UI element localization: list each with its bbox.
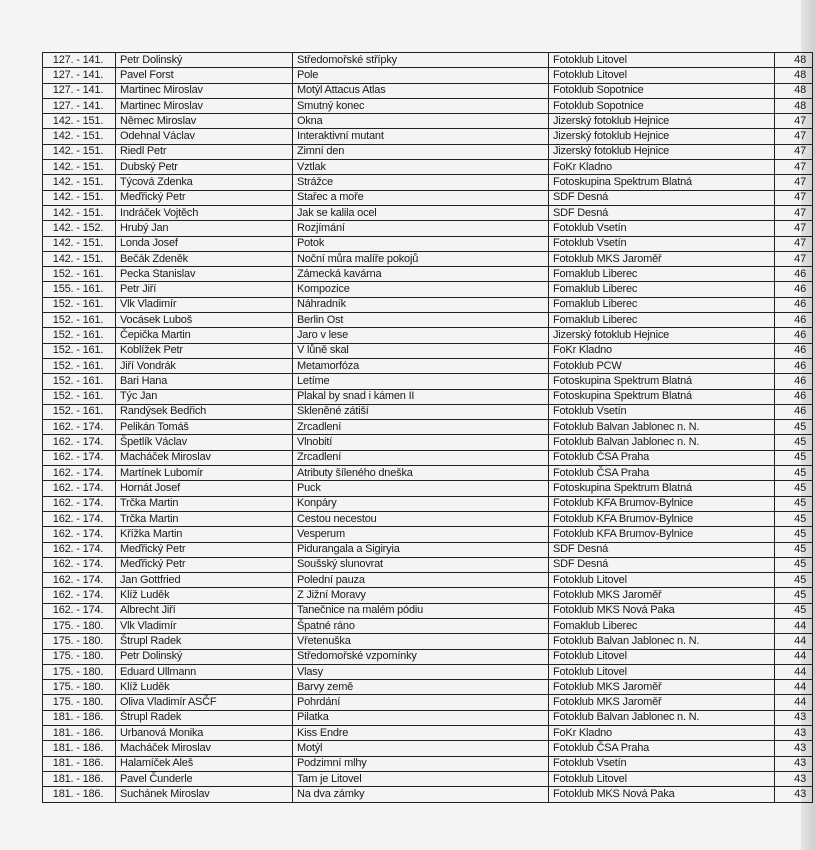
club-cell: Fotoklub MKS Nová Paka — [549, 603, 775, 618]
author-cell: Vlk Vladimír — [116, 297, 293, 312]
results-table-body — [43, 53, 813, 803]
photo-title-cell: Špatné ráno — [293, 618, 549, 633]
rank-cell: 175. - 180. — [43, 664, 116, 679]
score-cell: 47 — [775, 190, 813, 205]
table-row — [43, 466, 813, 481]
table-row — [43, 481, 813, 496]
club-cell: Fotoklub MKS Jaroměř — [549, 680, 775, 695]
score-cell: 48 — [775, 53, 813, 68]
club-cell: Fotoklub Litovel — [549, 771, 775, 786]
club-cell: Fotoklub KFA Brumov-Bylnice — [549, 527, 775, 542]
score-cell: 47 — [775, 160, 813, 175]
rank-cell: 152. - 161. — [43, 267, 116, 282]
photo-title-cell: Okna — [293, 114, 549, 129]
score-cell: 47 — [775, 144, 813, 159]
table-row — [43, 756, 813, 771]
table-row — [43, 129, 813, 144]
club-cell: Fomaklub Liberec — [549, 297, 775, 312]
score-cell: 43 — [775, 787, 813, 802]
rank-cell: 142. - 151. — [43, 251, 116, 266]
photo-title-cell: Na dva zámky — [293, 787, 549, 802]
table-row — [43, 282, 813, 297]
table-row — [43, 603, 813, 618]
score-cell: 47 — [775, 129, 813, 144]
club-cell: Fotoklub MKS Jaroměř — [549, 588, 775, 603]
photo-title-cell: Konpáry — [293, 496, 549, 511]
author-cell: Macháček Miroslav — [116, 450, 293, 465]
rank-cell: 142. - 151. — [43, 160, 116, 175]
score-cell: 46 — [775, 267, 813, 282]
table-row — [43, 664, 813, 679]
club-cell: Fotoklub Litovel — [549, 53, 775, 68]
club-cell: Fotoklub KFA Brumov-Bylnice — [549, 496, 775, 511]
rank-cell: 162. - 174. — [43, 573, 116, 588]
table-row — [43, 236, 813, 251]
score-cell: 44 — [775, 634, 813, 649]
rank-cell: 152. - 161. — [43, 374, 116, 389]
table-row — [43, 557, 813, 572]
score-cell: 45 — [775, 496, 813, 511]
rank-cell: 127. - 141. — [43, 98, 116, 113]
score-cell: 46 — [775, 297, 813, 312]
club-cell: Fotoskupina Spektrum Blatná — [549, 175, 775, 190]
author-cell: Randýsek Bedřich — [116, 404, 293, 419]
rank-cell: 181. - 186. — [43, 741, 116, 756]
photo-title-cell: Rozjímání — [293, 221, 549, 236]
rank-cell: 142. - 151. — [43, 144, 116, 159]
table-row — [43, 221, 813, 236]
author-cell: Londa Josef — [116, 236, 293, 251]
photo-title-cell: Kiss Endre — [293, 726, 549, 741]
photo-title-cell: Středomořské vzpomínky — [293, 649, 549, 664]
club-cell: Fotoklub Vsetín — [549, 756, 775, 771]
rank-cell: 162. - 174. — [43, 466, 116, 481]
rank-cell: 142. - 152. — [43, 221, 116, 236]
rank-cell: 162. - 174. — [43, 557, 116, 572]
score-cell: 43 — [775, 726, 813, 741]
score-cell: 48 — [775, 68, 813, 83]
club-cell: Fotoklub Litovel — [549, 664, 775, 679]
club-cell: Fotoklub ČSA Praha — [549, 741, 775, 756]
club-cell: Fotoklub PCW — [549, 358, 775, 373]
club-cell: Fotoklub Balvan Jablonec n. N. — [549, 710, 775, 725]
author-cell: Jan Gottfried — [116, 573, 293, 588]
score-cell: 48 — [775, 83, 813, 98]
author-cell: Martinec Miroslav — [116, 83, 293, 98]
score-cell: 46 — [775, 328, 813, 343]
author-cell: Pecka Stanislav — [116, 267, 293, 282]
rank-cell: 175. - 180. — [43, 634, 116, 649]
photo-title-cell: Smutný konec — [293, 98, 549, 113]
table-row — [43, 205, 813, 220]
score-cell: 43 — [775, 710, 813, 725]
photo-title-cell: Berlin Ost — [293, 313, 549, 328]
score-cell: 47 — [775, 236, 813, 251]
table-row — [43, 404, 813, 419]
score-cell: 45 — [775, 481, 813, 496]
author-cell: Čepička Martin — [116, 328, 293, 343]
table-row — [43, 343, 813, 358]
table-row — [43, 68, 813, 83]
score-cell: 45 — [775, 527, 813, 542]
photo-title-cell: Barvy země — [293, 680, 549, 695]
rank-cell: 175. - 180. — [43, 695, 116, 710]
rank-cell: 162. - 174. — [43, 542, 116, 557]
table-row — [43, 313, 813, 328]
photo-title-cell: Jak se kalila ocel — [293, 205, 549, 220]
score-cell: 47 — [775, 221, 813, 236]
score-cell: 43 — [775, 756, 813, 771]
score-cell: 47 — [775, 251, 813, 266]
author-cell: Albrecht Jiří — [116, 603, 293, 618]
rank-cell: 142. - 151. — [43, 175, 116, 190]
photo-title-cell: Stařec a moře — [293, 190, 549, 205]
photo-title-cell: Polední pauza — [293, 573, 549, 588]
table-row — [43, 496, 813, 511]
rank-cell: 181. - 186. — [43, 726, 116, 741]
rank-cell: 152. - 161. — [43, 343, 116, 358]
author-cell: Pavel Forst — [116, 68, 293, 83]
photo-title-cell: Potok — [293, 236, 549, 251]
score-cell: 44 — [775, 664, 813, 679]
table-row — [43, 420, 813, 435]
rank-cell: 181. - 186. — [43, 756, 116, 771]
score-cell: 45 — [775, 466, 813, 481]
photo-title-cell: Tam je Litovel — [293, 771, 549, 786]
table-row — [43, 160, 813, 175]
club-cell: Fotoklub MKS Jaroměř — [549, 695, 775, 710]
photo-title-cell: Vesperum — [293, 527, 549, 542]
rank-cell: 162. - 174. — [43, 435, 116, 450]
author-cell: Martinec Miroslav — [116, 98, 293, 113]
author-cell: Hornát Josef — [116, 481, 293, 496]
author-cell: Pelikán Tomáš — [116, 420, 293, 435]
rank-cell: 142. - 151. — [43, 236, 116, 251]
author-cell: Křížka Martin — [116, 527, 293, 542]
club-cell: Jizerský fotoklub Hejnice — [549, 328, 775, 343]
rank-cell: 162. - 174. — [43, 511, 116, 526]
table-row — [43, 114, 813, 129]
club-cell: SDF Desná — [549, 557, 775, 572]
score-cell: 46 — [775, 374, 813, 389]
photo-title-cell: Pole — [293, 68, 549, 83]
photo-title-cell: Motýl — [293, 741, 549, 756]
score-cell: 45 — [775, 435, 813, 450]
author-cell: Urbanová Monika — [116, 726, 293, 741]
author-cell: Týc Jan — [116, 389, 293, 404]
table-row — [43, 618, 813, 633]
score-cell: 43 — [775, 741, 813, 756]
table-row — [43, 297, 813, 312]
score-cell: 45 — [775, 603, 813, 618]
score-cell: 45 — [775, 573, 813, 588]
club-cell: Fomaklub Liberec — [549, 267, 775, 282]
club-cell: Fotoklub Balvan Jablonec n. N. — [549, 420, 775, 435]
club-cell: Fotoklub Vsetín — [549, 221, 775, 236]
rank-cell: 152. - 161. — [43, 328, 116, 343]
rank-cell: 162. - 174. — [43, 527, 116, 542]
score-cell: 47 — [775, 175, 813, 190]
score-cell: 45 — [775, 542, 813, 557]
table-row — [43, 435, 813, 450]
results-table — [42, 52, 813, 803]
author-cell: Eduard Ullmann — [116, 664, 293, 679]
photo-title-cell: Atributy šíleného dneška — [293, 466, 549, 481]
author-cell: Štrupl Radek — [116, 710, 293, 725]
club-cell: Fotoklub Balvan Jablonec n. N. — [549, 435, 775, 450]
rank-cell: 162. - 174. — [43, 603, 116, 618]
score-cell: 45 — [775, 557, 813, 572]
author-cell: Klíž Luděk — [116, 680, 293, 695]
photo-title-cell: Pohrdání — [293, 695, 549, 710]
rank-cell: 152. - 161. — [43, 358, 116, 373]
photo-title-cell: Letíme — [293, 374, 549, 389]
author-cell: Suchánek Miroslav — [116, 787, 293, 802]
score-cell: 46 — [775, 282, 813, 297]
rank-cell: 175. - 180. — [43, 649, 116, 664]
table-row — [43, 634, 813, 649]
club-cell: Fotoklub MKS Nová Paka — [549, 787, 775, 802]
rank-cell: 181. - 186. — [43, 787, 116, 802]
club-cell: FoKr Kladno — [549, 160, 775, 175]
club-cell: Fotoskupina Spektrum Blatná — [549, 481, 775, 496]
table-row — [43, 680, 813, 695]
author-cell: Halamíček Aleš — [116, 756, 293, 771]
author-cell: Bečák Zdeněk — [116, 251, 293, 266]
table-row — [43, 695, 813, 710]
club-cell: Fomaklub Liberec — [549, 282, 775, 297]
table-row — [43, 328, 813, 343]
club-cell: SDF Desná — [549, 190, 775, 205]
photo-title-cell: Vlnobití — [293, 435, 549, 450]
author-cell: Indráček Vojtěch — [116, 205, 293, 220]
photo-title-cell: Pilatka — [293, 710, 549, 725]
author-cell: Vlk Vladimír — [116, 618, 293, 633]
rank-cell: 162. - 174. — [43, 481, 116, 496]
photo-title-cell: Motýl Attacus Atlas — [293, 83, 549, 98]
club-cell: Fomaklub Liberec — [549, 618, 775, 633]
photo-title-cell: Zámecká kavárna — [293, 267, 549, 282]
score-cell: 44 — [775, 695, 813, 710]
score-cell: 45 — [775, 511, 813, 526]
photo-title-cell: Interaktivní mutant — [293, 129, 549, 144]
club-cell: Jizerský fotoklub Hejnice — [549, 129, 775, 144]
club-cell: Fotoskupina Spektrum Blatná — [549, 389, 775, 404]
score-cell: 43 — [775, 771, 813, 786]
table-row — [43, 649, 813, 664]
photo-title-cell: Jaro v lese — [293, 328, 549, 343]
club-cell: Fotoklub KFA Brumov-Bylnice — [549, 511, 775, 526]
rank-cell: 152. - 161. — [43, 313, 116, 328]
score-cell: 47 — [775, 205, 813, 220]
author-cell: Pavel Čunderle — [116, 771, 293, 786]
photo-title-cell: Vlasy — [293, 664, 549, 679]
photo-title-cell: Podzimní mlhy — [293, 756, 549, 771]
table-row — [43, 358, 813, 373]
rank-cell: 162. - 174. — [43, 496, 116, 511]
table-row — [43, 83, 813, 98]
photo-title-cell: Náhradník — [293, 297, 549, 312]
rank-cell: 142. - 151. — [43, 205, 116, 220]
club-cell: Fotoskupina Spektrum Blatná — [549, 374, 775, 389]
photo-title-cell: Pidurangala a Sigiryia — [293, 542, 549, 557]
table-row — [43, 267, 813, 282]
photo-title-cell: Zrcadlení — [293, 420, 549, 435]
author-cell: Oliva Vladimír ASČF — [116, 695, 293, 710]
photo-title-cell: Vztlak — [293, 160, 549, 175]
author-cell: Koblížek Petr — [116, 343, 293, 358]
table-row — [43, 190, 813, 205]
photo-title-cell: Plakal by snad i kámen II — [293, 389, 549, 404]
club-cell: Fotoklub Sopotnice — [549, 83, 775, 98]
author-cell: Macháček Miroslav — [116, 741, 293, 756]
club-cell: FoKr Kladno — [549, 726, 775, 741]
photo-title-cell: Puck — [293, 481, 549, 496]
table-row — [43, 374, 813, 389]
photo-title-cell: Soušský slunovrat — [293, 557, 549, 572]
score-cell: 48 — [775, 98, 813, 113]
club-cell: SDF Desná — [549, 205, 775, 220]
rank-cell: 175. - 180. — [43, 680, 116, 695]
club-cell: Fotoklub Litovel — [549, 68, 775, 83]
table-row — [43, 511, 813, 526]
rank-cell: 162. - 174. — [43, 420, 116, 435]
rank-cell: 175. - 180. — [43, 618, 116, 633]
photo-title-cell: Cestou necestou — [293, 511, 549, 526]
author-cell: Petr Dolinský — [116, 53, 293, 68]
photo-title-cell: Skleněné zátiší — [293, 404, 549, 419]
score-cell: 44 — [775, 680, 813, 695]
table-row — [43, 98, 813, 113]
author-cell: Jiří Vondrák — [116, 358, 293, 373]
table-row — [43, 741, 813, 756]
author-cell: Bari Hana — [116, 374, 293, 389]
club-cell: Fotoklub Litovel — [549, 573, 775, 588]
photo-title-cell: Tanečnice na malém pódiu — [293, 603, 549, 618]
table-row — [43, 251, 813, 266]
table-row — [43, 726, 813, 741]
photo-title-cell: Středomořské střípky — [293, 53, 549, 68]
rank-cell: 181. - 186. — [43, 771, 116, 786]
rank-cell: 127. - 141. — [43, 83, 116, 98]
club-cell: Fotoklub Litovel — [549, 649, 775, 664]
rank-cell: 162. - 174. — [43, 450, 116, 465]
score-cell: 46 — [775, 389, 813, 404]
club-cell: Fotoklub ČSA Praha — [549, 466, 775, 481]
author-cell: Němec Miroslav — [116, 114, 293, 129]
rank-cell: 152. - 161. — [43, 389, 116, 404]
author-cell: Týcová Zdenka — [116, 175, 293, 190]
photo-title-cell: Noční můra malíře pokojů — [293, 251, 549, 266]
rank-cell: 162. - 174. — [43, 588, 116, 603]
author-cell: Klíž Luděk — [116, 588, 293, 603]
score-cell: 46 — [775, 358, 813, 373]
table-row — [43, 527, 813, 542]
table-row — [43, 771, 813, 786]
club-cell: Jizerský fotoklub Hejnice — [549, 114, 775, 129]
author-cell: Trčka Martin — [116, 496, 293, 511]
author-cell: Meďřický Petr — [116, 557, 293, 572]
rank-cell: 155. - 161. — [43, 282, 116, 297]
table-row — [43, 710, 813, 725]
table-row — [43, 389, 813, 404]
author-cell: Trčka Martin — [116, 511, 293, 526]
author-cell: Riedl Petr — [116, 144, 293, 159]
author-cell: Odehnal Václav — [116, 129, 293, 144]
club-cell: Fotoklub Vsetín — [549, 404, 775, 419]
table-row — [43, 450, 813, 465]
photo-title-cell: Z Jižní Moravy — [293, 588, 549, 603]
photo-title-cell: Zrcadlení — [293, 450, 549, 465]
photo-title-cell: Vřetenuška — [293, 634, 549, 649]
author-cell: Petr Dolinský — [116, 649, 293, 664]
author-cell: Meďřický Petr — [116, 542, 293, 557]
rank-cell: 152. - 161. — [43, 297, 116, 312]
table-row — [43, 542, 813, 557]
score-cell: 46 — [775, 313, 813, 328]
rank-cell: 142. - 151. — [43, 190, 116, 205]
photo-title-cell: Metamorfóza — [293, 358, 549, 373]
table-row — [43, 144, 813, 159]
author-cell: Martínek Lubomír — [116, 466, 293, 481]
club-cell: Fomaklub Liberec — [549, 313, 775, 328]
author-cell: Meďřický Petr — [116, 190, 293, 205]
author-cell: Petr Jiří — [116, 282, 293, 297]
rank-cell: 142. - 151. — [43, 114, 116, 129]
table-row — [43, 175, 813, 190]
author-cell: Špetlík Václav — [116, 435, 293, 450]
score-cell: 47 — [775, 114, 813, 129]
photo-title-cell: Kompozice — [293, 282, 549, 297]
score-cell: 45 — [775, 420, 813, 435]
club-cell: Fotoklub Vsetín — [549, 236, 775, 251]
rank-cell: 127. - 141. — [43, 68, 116, 83]
score-cell: 44 — [775, 618, 813, 633]
rank-cell: 181. - 186. — [43, 710, 116, 725]
author-cell: Hrubý Jan — [116, 221, 293, 236]
club-cell: Fotoklub Balvan Jablonec n. N. — [549, 634, 775, 649]
score-cell: 45 — [775, 450, 813, 465]
score-cell: 46 — [775, 343, 813, 358]
author-cell: Štrupl Radek — [116, 634, 293, 649]
club-cell: FoKr Kladno — [549, 343, 775, 358]
author-cell: Dubský Petr — [116, 160, 293, 175]
photo-title-cell: V lůně skal — [293, 343, 549, 358]
rank-cell: 127. - 141. — [43, 53, 116, 68]
rank-cell: 152. - 161. — [43, 404, 116, 419]
table-row — [43, 53, 813, 68]
table-row — [43, 588, 813, 603]
rank-cell: 142. - 151. — [43, 129, 116, 144]
club-cell: Fotoklub ČSA Praha — [549, 450, 775, 465]
score-cell: 44 — [775, 649, 813, 664]
club-cell: SDF Desná — [549, 542, 775, 557]
table-row — [43, 573, 813, 588]
author-cell: Vocásek Luboš — [116, 313, 293, 328]
club-cell: Jizerský fotoklub Hejnice — [549, 144, 775, 159]
photo-title-cell: Strážce — [293, 175, 549, 190]
club-cell: Fotoklub Sopotnice — [549, 98, 775, 113]
table-row — [43, 787, 813, 802]
club-cell: Fotoklub MKS Jaroměř — [549, 251, 775, 266]
photo-title-cell: Zimní den — [293, 144, 549, 159]
score-cell: 46 — [775, 404, 813, 419]
score-cell: 45 — [775, 588, 813, 603]
